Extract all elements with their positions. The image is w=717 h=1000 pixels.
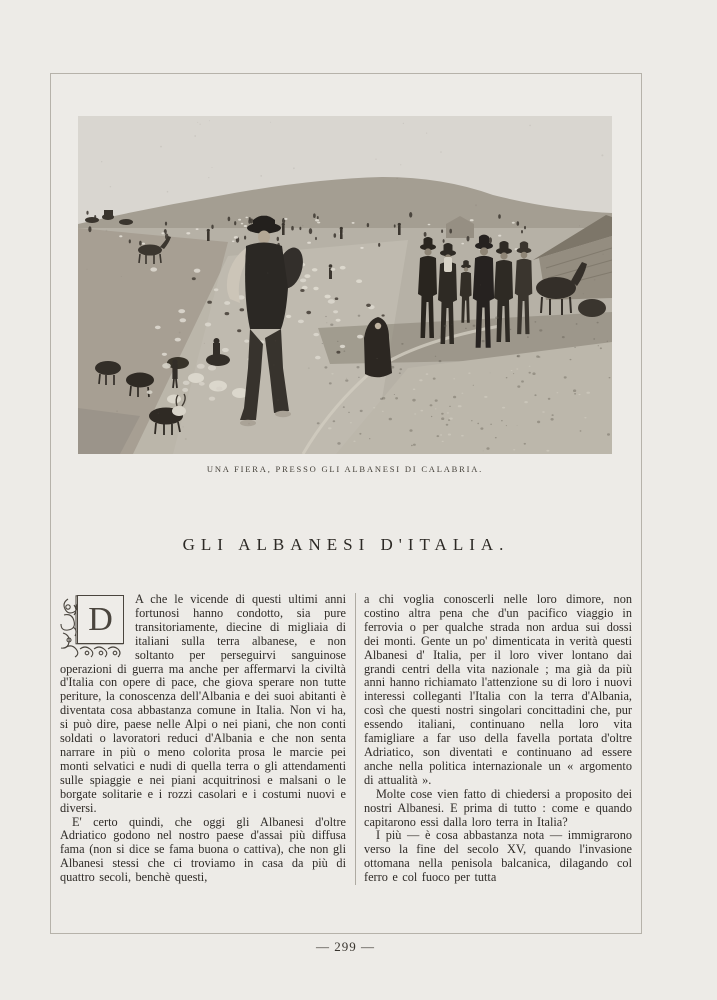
paragraph-5: I più — è cosa abbastanza nota — immigrarono verso la fine del secolo XV, quando l'invasione ottomana nella penisola balcanica, dilagando col ferro e col fuoco per tutta	[364, 828, 632, 885]
fair-photo-illustration	[78, 116, 612, 454]
drop-cap-letter: D	[88, 600, 113, 638]
paragraph-1	[60, 593, 346, 816]
paragraph-2: E' certo quindi, che oggi gli Albanesi d'oltre Adriatico godono nel nostro paese d'assai più diffusa fama (non si dice se fama buona o cattiva), che non gli Albanesi stessi che ci troviamo in casa da più di quattro secoli, benchè questi,	[60, 814, 346, 885]
white-shirt	[444, 257, 452, 272]
paragraph-1-text: A che le vicende di questi ultimi anni fortunosi hanno condotto, sia pure transitoriamente, diecine di migliaia di italiani sulla terra albanese, e non soltanto per perseguirvi sanguinose operazioni di guerra ma anche per affermarvi la civiltà d'Italia con opere di pace, che giova sperare non tutte periture, la conoscenza dell'Albania e dei suoi abitanti è diventata cosa abbastanza comune in Italia. Non vi ha, si può dire, paese nelle Alpi o nei piani, che non conti soldati o lavoratori reduci d'Albania e che non senta narrare in più o meno colorita prosa le marcie pei monti selvatici e nudi di quella terra o gli attendamenti sulle spiaggie e nei piani acquitrinosi e malsani o le borgate solitarie e i rozzi casolari e i costumi nuovi e diversi.	[60, 592, 346, 815]
drop-cap-box	[77, 595, 124, 644]
article-title: GLI ALBANESI D'ITALIA.	[182, 535, 510, 554]
photo-caption: UNA FIERA, PRESSO GLI ALBANESI DI CALABRIA.	[206, 464, 484, 474]
paragraph-4: Molte cose vien fatto di chiedersi a proposito dei nostri Albanesi. E prima di tutto : come e quando capitarono essi dalla loro terra in Italia?	[364, 786, 632, 829]
right-column	[356, 593, 632, 885]
page-number: — 299 —	[316, 939, 375, 954]
fair-photograph	[78, 116, 612, 454]
paragraph-3: a chi voglia conoscerli nelle loro dimore, non costino altra pena che d'un pacifico viaggio in ferrovia o per qualche strada non ardua sui dossi dei monti. Gente un po' dimenticata in verità questi Albanesi d' Italia, per il loro viver lontano dai grandi centri della vita nazionale ; ma già da più anni hanno richiamato l'attenzione su di loro i nuovi interessi colleganti l'Italia con la terra d'Albania, così che questi nostri singolari concittadini che, pur essendo italiani, continuano nella loro vita famigliare a far uso della favella portata d'oltre Adriatico, son diventati e continuano ad essere anche nella politica internazionale un « argomento di attualità ».	[364, 592, 632, 787]
left-column	[60, 593, 355, 885]
article-body	[60, 593, 632, 885]
drop-cap-ornament	[60, 595, 126, 659]
